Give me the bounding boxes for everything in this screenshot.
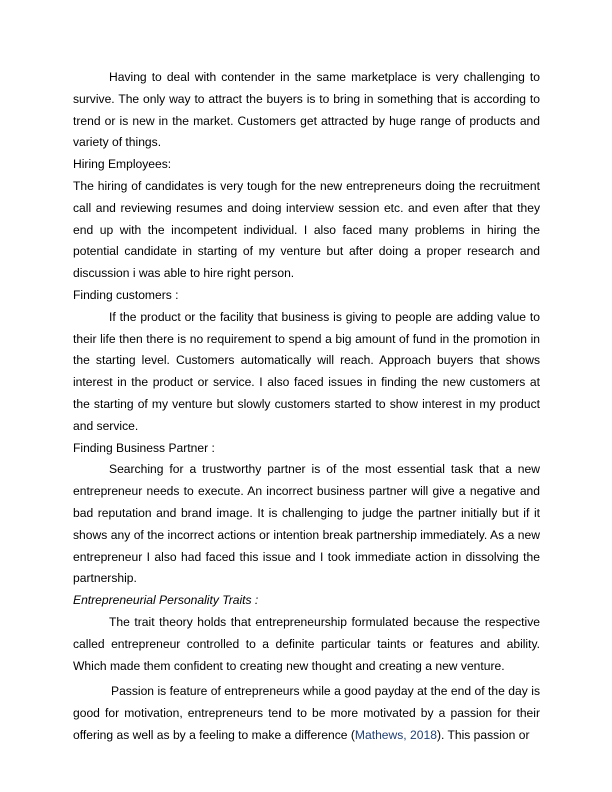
paragraph-customers: If the product or the facility that business is giving to people are adding value to their life then there is no requirement to spend a big amount of fund in the promotion in the starting level. Customers automatically will reach. Approach buyers that shows interest in the product or service. I also faced issues in finding the new customers at the starting of my venture but slowly customers started to show interest in my product and service. (73, 309, 540, 433)
heading-hiring-employees: Hiring Employees: (73, 157, 172, 172)
passion-text: Passion is feature of entrepreneurs while a good payday at the end of the day is good for motivation, entrepreneurs tend to be more motivated by a passion for their offering as well as by a feeling to make a difference ( (73, 684, 540, 742)
paragraph-hiring: The hiring of candidates is very tough for the new entrepreneurs doing the recruitment call and reviewing resumes and doing interview session etc. and even after that they end up with the incompetent individual. I also faced many problems in hiring the potential candidate in starting of my venture but after doing a proper research and discussion i was able to hire right person. (73, 178, 540, 281)
citation-link[interactable]: Mathews, 2018 (354, 727, 437, 742)
paragraph-partner: Searching for a trustworthy partner is of the most essential task that a new entrepreneur needs to execute. An incorrect business partner will give a negative and bad reputation and brand image. It is challenging to judge the partner initially but if it shows any of the incorrect actions or intention break partnership immediately. As a new entrepreneur I also had faced this issue and I took immediate action in dissolving the partnership. (73, 462, 540, 586)
heading-finding-customers: Finding customers : (73, 287, 179, 302)
passion-text-end: ). This passion or (436, 727, 530, 742)
document-page (73, 67, 540, 747)
heading-personality-traits: Entrepreneurial Personality Traits : (73, 593, 259, 608)
paragraph-traits: The trait theory holds that entrepreneurship formulated because the respective called entrepreneur controlled to a definite particular taints or features and ability. Which made them confident to creating new thought and creating a new venture. (73, 614, 540, 673)
paragraph-competition: Having to deal with contender in the same marketplace is very challenging to survive. The only way to attract the buyers is to bring in something that is according to trend or is new in the market. Customers get attracted by huge range of products and variety of things. (73, 70, 540, 150)
heading-finding-business-partner: Finding Business Partner : (73, 440, 215, 455)
paragraph-passion (73, 681, 540, 746)
